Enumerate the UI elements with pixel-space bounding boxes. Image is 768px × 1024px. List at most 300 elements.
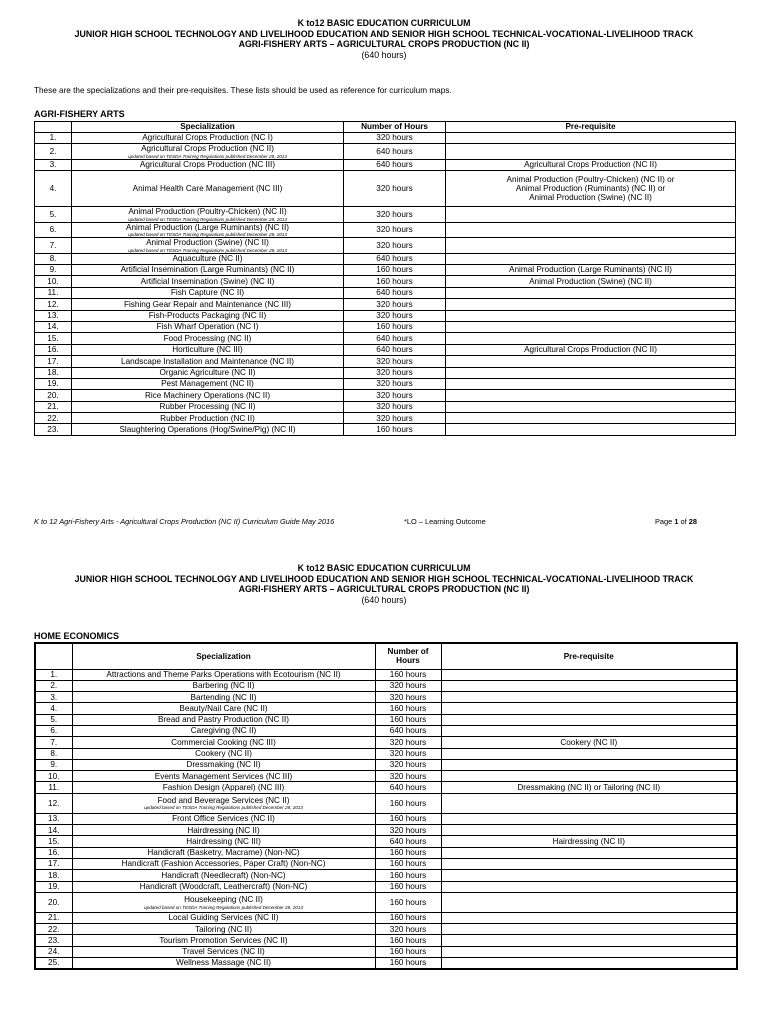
specialization-name: Fishing Gear Repair and Maintenance (NC III) [123, 299, 291, 309]
specialization-name: Pest Management (NC II) [161, 379, 254, 389]
row-number: 25. [35, 958, 72, 969]
prerequisite-line: Animal Production (Ruminants) (NC II) or [515, 184, 666, 194]
hours-cell: 320 hours [344, 413, 446, 424]
specialization-name: Food Processing (NC II) [163, 333, 252, 343]
prerequisite-cell [446, 333, 736, 344]
hours-cell: 320 hours [344, 356, 446, 367]
specialization-cell [72, 287, 344, 298]
table-row [35, 680, 737, 691]
prerequisite-cell [441, 813, 737, 824]
row-number: 15. [35, 333, 72, 344]
table-row [35, 737, 737, 748]
prerequisite-line: Hairdressing (NC II) [552, 836, 625, 846]
hours-cell: 320 hours [344, 401, 446, 412]
prerequisite-cell [446, 171, 736, 207]
specialization-name: Slaughtering Operations (Hog/Swine/Pig) (NC II) [119, 424, 296, 434]
prerequisite-cell [441, 924, 737, 935]
row-number: 16. [35, 344, 72, 355]
table-row [35, 424, 736, 435]
specialization-name: Animal Production (Swine) (NC II) [146, 238, 269, 248]
table-row [35, 222, 736, 237]
specialization-cell [72, 714, 375, 725]
specialization-cell [72, 424, 344, 435]
prerequisite-cell [446, 238, 736, 253]
table-row [35, 367, 736, 378]
specialization-name: Agricultural Crops Production (NC III) [139, 160, 276, 170]
row-number: 18. [35, 870, 72, 881]
tesda-update-note: updated based on TESDA Training Regulations published December 28, 2013 [128, 247, 287, 253]
specialization-cell [72, 356, 344, 367]
specialization-cell [72, 238, 344, 253]
table-row [35, 881, 737, 892]
prerequisite-cell [446, 401, 736, 412]
row-number: 6. [35, 725, 72, 736]
row-number: 3. [35, 692, 72, 703]
hours-cell: 320 hours [375, 771, 441, 782]
agri-table-body [35, 133, 736, 436]
row-number: 20. [35, 390, 72, 401]
specialization-cell [72, 703, 375, 714]
hours-cell: 320 hours [344, 390, 446, 401]
specialization-name: Handicraft (Fashion Accessories, Paper Craft) (Non-NC) [121, 859, 326, 869]
specialization-name: Caregiving (NC II) [190, 726, 257, 736]
table-row [35, 912, 737, 923]
hours-cell: 160 hours [375, 793, 441, 813]
header-line-2: JUNIOR HIGH SCHOOL TECHNOLOGY AND LIVELIHOOD EDUCATION AND SENIOR HIGH SCHOOL TECHNICAL-VOCATIONAL-LIVELIHOOD TRACK [74, 573, 694, 584]
prerequisite-cell [446, 367, 736, 378]
table-row [35, 264, 736, 275]
specialization-cell [72, 680, 375, 691]
row-number: 11. [35, 782, 72, 793]
row-number: 9. [35, 264, 72, 275]
row-number: 19. [35, 881, 72, 892]
specialization-name: Rice Machinery Operations (NC II) [144, 390, 271, 400]
specialization-cell [72, 367, 344, 378]
specialization-cell [72, 858, 375, 869]
prerequisite-cell [446, 276, 736, 287]
specialization-cell [72, 759, 375, 770]
specialization-name: Artificial Insemination (Large Ruminants) (NC II) [120, 265, 295, 275]
specialization-cell [72, 253, 344, 264]
specialization-cell [72, 299, 344, 310]
hours-cell: 320 hours [375, 825, 441, 836]
row-number: 17. [35, 356, 72, 367]
specialization-cell [72, 310, 344, 321]
row-number: 5. [35, 207, 72, 222]
table-row [35, 793, 737, 813]
specialization-name: Front Office Services (NC II) [172, 814, 275, 824]
prerequisite-cell [441, 737, 737, 748]
tesda-update-note: updated based on TESDA Training Regulations published December 28, 2013 [128, 153, 287, 159]
specialization-cell [72, 782, 375, 793]
prerequisite-cell [441, 669, 737, 680]
header-line-3: AGRI-FISHERY ARTS – AGRICULTURAL CROPS PRODUCTION (NC II) [238, 584, 530, 594]
specialization-name: Tourism Promotion Services (NC II) [159, 935, 288, 945]
prerequisite-cell [441, 847, 737, 858]
hours-cell: 160 hours [375, 858, 441, 869]
specialization-cell [72, 958, 375, 969]
col-hours: Number of Hours [375, 643, 441, 669]
specialization-name: Bread and Pastry Production (NC II) [157, 715, 290, 725]
table-row [35, 401, 736, 412]
prerequisite-cell [441, 946, 737, 957]
row-number: 8. [35, 748, 72, 759]
specialization-name: Wellness Massage (NC II) [176, 958, 271, 968]
prerequisite-cell [441, 958, 737, 969]
prerequisite-line: Animal Production (Swine) (NC II) [529, 193, 652, 203]
row-number: 23. [35, 935, 72, 946]
prerequisite-cell [441, 858, 737, 869]
row-number: 13. [35, 813, 72, 824]
specialization-name: Handicraft (Needlecraft) (Non-NC) [161, 870, 286, 880]
specialization-name: Events Management Services (NC III) [154, 771, 293, 781]
specialization-cell [72, 725, 375, 736]
table-row [35, 836, 737, 847]
table-row [35, 813, 737, 824]
specialization-name: Tailoring (NC II) [195, 924, 252, 934]
specialization-cell [72, 222, 344, 237]
specialization-name: Animal Production (Poultry-Chicken) (NC II) [128, 207, 287, 217]
table-row [35, 356, 736, 367]
specialization-name: Animal Production (Large Ruminants) (NC II) [126, 222, 289, 232]
prerequisite-cell [441, 881, 737, 892]
row-number: 1. [35, 669, 72, 680]
hours-cell: 640 hours [344, 287, 446, 298]
prerequisite-cell [446, 287, 736, 298]
specialization-cell [72, 793, 375, 813]
hours-cell: 640 hours [344, 144, 446, 159]
table-row [35, 825, 737, 836]
specialization-name: Horticulture (NC III) [172, 345, 243, 355]
specialization-name: Organic Agriculture (NC II) [159, 367, 256, 377]
hours-cell: 160 hours [375, 669, 441, 680]
specialization-cell [72, 378, 344, 389]
prerequisite-cell [446, 424, 736, 435]
footer-legend: *LO – Learning Outcome [404, 517, 486, 526]
row-number: 7. [35, 238, 72, 253]
hours-cell: 320 hours [344, 378, 446, 389]
specialization-cell [72, 870, 375, 881]
page-1 [0, 10, 768, 535]
section-title-agri: AGRI-FISHERY ARTS [34, 109, 125, 119]
specialization-name: Rubber Processing (NC II) [159, 402, 256, 412]
prerequisite-cell [441, 703, 737, 714]
specialization-name: Beauty/Nail Care (NC II) [179, 703, 268, 713]
table-row [35, 924, 737, 935]
table-row [35, 714, 737, 725]
row-number: 8. [35, 253, 72, 264]
specialization-cell [72, 912, 375, 923]
table-row [35, 159, 736, 170]
table-row [35, 892, 737, 912]
specialization-cell [72, 321, 344, 332]
specialization-cell [72, 771, 375, 782]
specialization-name: Housekeeping (NC II) [184, 895, 263, 905]
specialization-name: Commercial Cooking (NC III) [171, 737, 276, 747]
prerequisite-cell [446, 264, 736, 275]
specialization-name: Handicraft (Basketry, Macrame) (Non-NC) [147, 848, 300, 858]
prerequisite-cell [441, 692, 737, 703]
table-row [35, 276, 736, 287]
specialization-name: Fish Wharf Operation (NC I) [156, 322, 259, 332]
specialization-cell [72, 144, 344, 159]
specialization-cell [72, 401, 344, 412]
row-number: 3. [35, 159, 72, 170]
row-number: 12. [35, 793, 72, 813]
hours-cell: 160 hours [344, 424, 446, 435]
footer-page-prefix: Page [655, 517, 675, 526]
hours-cell: 640 hours [344, 253, 446, 264]
table-row [35, 390, 736, 401]
specialization-name: Local Guiding Services (NC II) [168, 913, 279, 923]
prerequisite-cell [446, 133, 736, 144]
specialization-cell [72, 847, 375, 858]
specialization-name: Hairdressing (NC III) [186, 836, 261, 846]
table-row [35, 378, 736, 389]
specialization-cell [72, 669, 375, 680]
table-row [35, 703, 737, 714]
page-header [0, 18, 768, 60]
table-row [35, 692, 737, 703]
col-no [35, 122, 72, 133]
specialization-name: Handicraft (Woodcraft, Leathercraft) (Non-NC) [139, 881, 308, 891]
specialization-cell [72, 881, 375, 892]
row-number: 19. [35, 378, 72, 389]
hours-cell: 640 hours [375, 782, 441, 793]
footer-page-of: of [678, 517, 689, 526]
table-row [35, 299, 736, 310]
prerequisite-cell [446, 253, 736, 264]
page-2 [0, 555, 768, 1024]
hours-cell: 320 hours [375, 680, 441, 691]
table-row [35, 207, 736, 222]
specialization-name: Fashion Design (Apparel) (NC III) [162, 782, 285, 792]
row-number: 5. [35, 714, 72, 725]
table-row [35, 287, 736, 298]
row-number: 22. [35, 413, 72, 424]
hours-cell: 160 hours [375, 881, 441, 892]
tesda-update-note: updated based on TESDA Training Regulations published December 28, 2013 [144, 904, 303, 910]
specialization-cell [72, 344, 344, 355]
row-number: 13. [35, 310, 72, 321]
prerequisite-cell [441, 935, 737, 946]
prerequisite-line: Animal Production (Large Ruminants) (NC II) [509, 265, 672, 275]
specialization-name: Food and Beverage Services (NC II) [157, 796, 290, 806]
specialization-name: Agricultural Crops Production (NC II) [141, 144, 274, 154]
tesda-update-note: updated based on TESDA Training Regulations published December 28, 2013 [128, 216, 287, 222]
prerequisite-line: Cookery (NC II) [560, 737, 618, 747]
table-row [35, 310, 736, 321]
row-number: 9. [35, 759, 72, 770]
hours-cell: 160 hours [375, 847, 441, 858]
specialization-name: Cookery (NC II) [195, 749, 252, 759]
prerequisite-cell [441, 714, 737, 725]
table-row [35, 771, 737, 782]
table-row [35, 725, 737, 736]
footer-left: K to 12 Agri-Fishery Arts - Agricultural Crops Production (NC II) Curriculum Guide May 2016 [34, 517, 335, 526]
hours-cell: 640 hours [344, 344, 446, 355]
prerequisite-line: Animal Production (Poultry-Chicken) (NC II) or [506, 174, 675, 184]
specialization-cell [72, 825, 375, 836]
row-number: 10. [35, 771, 72, 782]
row-number: 15. [35, 836, 72, 847]
specialization-cell [72, 813, 375, 824]
hours-cell: 160 hours [375, 703, 441, 714]
specialization-cell [72, 836, 375, 847]
hours-cell: 640 hours [375, 725, 441, 736]
row-number: 4. [35, 171, 72, 207]
col-prereq: Pre-requisite [441, 643, 737, 669]
specialization-name: Landscape Installation and Maintenance (NC II) [121, 356, 294, 366]
hours-cell: 160 hours [375, 946, 441, 957]
prerequisite-cell [446, 344, 736, 355]
hours-cell: 320 hours [375, 924, 441, 935]
table-row [35, 958, 737, 969]
row-number: 17. [35, 858, 72, 869]
specialization-name: Dressmaking (NC II) [186, 760, 261, 770]
specialization-name: Barbering (NC II) [192, 681, 255, 691]
hours-cell: 160 hours [375, 813, 441, 824]
hours-cell: 160 hours [344, 321, 446, 332]
table-row [35, 870, 737, 881]
specialization-cell [72, 276, 344, 287]
prerequisite-cell [446, 159, 736, 170]
col-specialization: Specialization [72, 122, 344, 133]
hours-cell: 160 hours [375, 935, 441, 946]
table-row [35, 782, 737, 793]
prerequisite-cell [441, 725, 737, 736]
specialization-cell [72, 935, 375, 946]
hours-cell: 320 hours [344, 310, 446, 321]
specialization-cell [72, 333, 344, 344]
prerequisite-cell [441, 748, 737, 759]
hours-cell: 160 hours [375, 892, 441, 912]
prerequisite-cell [446, 299, 736, 310]
prerequisite-cell [446, 144, 736, 159]
row-number: 14. [35, 825, 72, 836]
specialization-name: Animal Health Care Management (NC III) [132, 184, 283, 194]
table-row [35, 321, 736, 332]
specialization-name: Attractions and Theme Parks Operations with Ecotourism (NC II) [106, 669, 341, 679]
hours-cell: 320 hours [344, 367, 446, 378]
prerequisite-cell [441, 912, 737, 923]
col-prereq: Pre-requisite [446, 122, 736, 133]
prerequisite-cell [446, 310, 736, 321]
table-row [35, 253, 736, 264]
row-number: 2. [35, 680, 72, 691]
table-row [35, 669, 737, 680]
page-header-2 [0, 563, 768, 605]
prerequisite-cell [441, 892, 737, 912]
specialization-cell [72, 748, 375, 759]
footer-page-num: 1 [674, 517, 679, 526]
header-line-1: K to12 BASIC EDUCATION CURRICULUM [297, 18, 471, 28]
col-specialization: Specialization [72, 643, 375, 669]
prerequisite-cell [446, 390, 736, 401]
prerequisite-cell [446, 378, 736, 389]
hours-cell: 320 hours [344, 222, 446, 237]
hours-cell: 320 hours [344, 171, 446, 207]
specialization-name: Hairdressing (NC II) [187, 825, 260, 835]
prerequisite-cell [441, 771, 737, 782]
row-number: 14. [35, 321, 72, 332]
row-number: 12. [35, 299, 72, 310]
prerequisite-cell [441, 782, 737, 793]
row-number: 7. [35, 737, 72, 748]
table-row [35, 133, 736, 144]
col-hours: Number of Hours [344, 122, 446, 133]
prerequisite-cell [441, 759, 737, 770]
row-number: 1. [35, 133, 72, 144]
intro-text: These are the specializations and their pre-requisites. These lists should be used as reference for curriculum maps. [34, 86, 452, 95]
row-number: 22. [35, 924, 72, 935]
specialization-cell [72, 390, 344, 401]
prerequisite-cell [441, 793, 737, 813]
hours-cell: 160 hours [375, 714, 441, 725]
table-row [35, 935, 737, 946]
tesda-update-note: updated based on TESDA Training Regulations published December 28, 2013 [144, 805, 303, 811]
page-break [0, 538, 768, 552]
row-number: 24. [35, 946, 72, 957]
prerequisite-cell [441, 680, 737, 691]
table-row [35, 344, 736, 355]
header-line-2: JUNIOR HIGH SCHOOL TECHNOLOGY AND LIVELIHOOD EDUCATION AND SENIOR HIGH SCHOOL TECHNICAL-VOCATIONAL-LIVELIHOOD TRACK [74, 28, 694, 39]
specialization-cell [72, 159, 344, 170]
specialization-name: Agricultural Crops Production (NC I) [142, 133, 273, 143]
hours-cell: 160 hours [375, 958, 441, 969]
hours-cell: 640 hours [344, 333, 446, 344]
hours-cell: 320 hours [375, 692, 441, 703]
hours-cell: 160 hours [344, 276, 446, 287]
agri-table [34, 121, 736, 436]
specialization-cell [72, 737, 375, 748]
row-number: 2. [35, 144, 72, 159]
prerequisite-cell [441, 825, 737, 836]
header-line-1: K to12 BASIC EDUCATION CURRICULUM [297, 563, 471, 573]
table-row [35, 759, 737, 770]
section-title-home: HOME ECONOMICS [34, 631, 120, 641]
table-row [35, 144, 736, 159]
header-hours: (640 hours) [361, 49, 407, 60]
prerequisite-line: Dressmaking (NC II) or Tailoring (NC II) [517, 782, 661, 792]
hours-cell: 320 hours [344, 299, 446, 310]
specialization-name: Travel Services (NC II) [182, 947, 265, 957]
hours-cell: 160 hours [375, 870, 441, 881]
row-number: 10. [35, 276, 72, 287]
hours-cell: 320 hours [344, 207, 446, 222]
prerequisite-cell [441, 870, 737, 881]
hours-cell: 320 hours [344, 238, 446, 253]
row-number: 23. [35, 424, 72, 435]
tesda-update-note: updated based on TESDA Training Regulations published December 28, 2013 [128, 232, 287, 238]
table-row [35, 858, 737, 869]
prerequisite-line: Animal Production (Swine) (NC II) [529, 276, 652, 286]
hours-cell: 320 hours [375, 759, 441, 770]
prerequisite-cell [446, 207, 736, 222]
table-row [35, 946, 737, 957]
row-number: 18. [35, 367, 72, 378]
row-number: 21. [35, 401, 72, 412]
header-hours: (640 hours) [361, 594, 407, 605]
specialization-cell [72, 171, 344, 207]
prerequisite-cell [446, 413, 736, 424]
home-table-header [35, 643, 737, 669]
hours-cell: 320 hours [344, 133, 446, 144]
specialization-cell [72, 924, 375, 935]
specialization-cell [72, 264, 344, 275]
table-row [35, 847, 737, 858]
footer-page-total: 28 [688, 517, 697, 526]
